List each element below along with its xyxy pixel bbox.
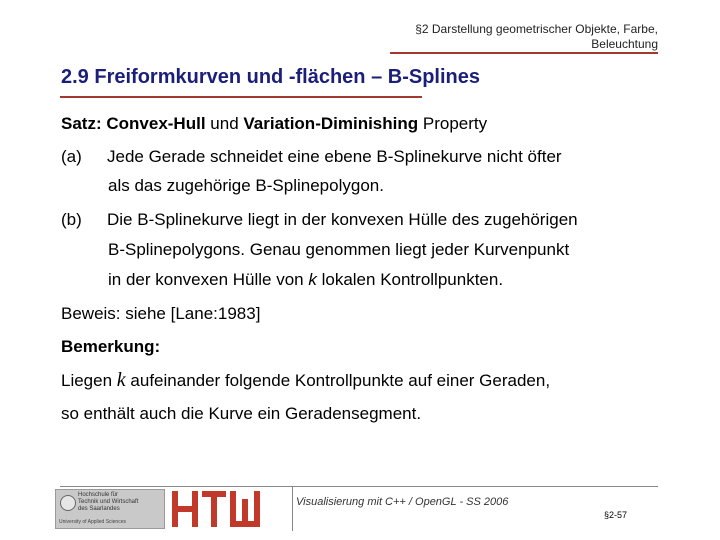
htw-logo-icon — [170, 489, 266, 529]
theorem-line — [61, 114, 487, 134]
remark-line1-pre: Liegen — [61, 371, 113, 390]
remark-line1-k: k — [116, 369, 126, 391]
page-number: §2-57 — [604, 510, 628, 520]
theorem-und: und — [210, 114, 239, 133]
logo-sub: University of Applied Sciences — [59, 519, 126, 525]
chapter-header-line2: Beleuchtung — [591, 37, 658, 51]
title-divider — [60, 96, 422, 98]
university-logo — [55, 489, 165, 529]
footer-vertical-divider — [292, 487, 293, 531]
item-b-line3 — [108, 270, 503, 290]
chapter-header — [358, 22, 658, 52]
slide-title: 2.9 Freiformkurven und -flächen – B-Splines — [61, 66, 480, 88]
item-b-line3-post: lokalen Kontrollpunkten. — [321, 270, 504, 289]
item-b-line1: Die B-Splinekurve liegt in der konvexen Hülle des zugehörigen — [107, 210, 578, 229]
item-b-line3-k: k — [308, 270, 317, 289]
logo-line2: Technik und Wirtschaft — [78, 499, 139, 505]
theorem-variation: Variation-Diminishing — [243, 114, 419, 133]
item-b-line2: B-Splinepolygons. Genau genommen liegt jeder Kurvenpunkt — [108, 240, 570, 259]
item-b-label: (b) — [61, 210, 82, 229]
proof-line: Beweis: siehe [Lane:1983] — [61, 304, 261, 323]
theorem-property: Property — [422, 114, 488, 133]
remark-line2: so enthält auch die Kurve ein Geradensegment. — [61, 404, 422, 423]
footer-divider — [60, 486, 658, 487]
seal-icon — [60, 495, 76, 511]
item-a-label: (a) — [61, 147, 82, 166]
remark-line1 — [61, 370, 550, 391]
header-divider — [390, 52, 658, 54]
course-title: Visualisierung mit C++ / OpenGL - SS 2006 — [296, 496, 509, 508]
item-b-line3-pre: in der konvexen Hülle von — [108, 270, 304, 289]
item-a-line1: Jede Gerade schneidet eine ebene B-Splinekurve nicht öfter — [107, 147, 562, 166]
chapter-header-line1: §2 Darstellung geometrischer Objekte, Farbe, — [415, 22, 658, 36]
theorem-convex-hull: Convex-Hull — [106, 114, 206, 133]
remark-heading: Bemerkung: — [61, 337, 161, 356]
logo-line1: Hochschule für — [78, 492, 119, 498]
theorem-satz: Satz: — [61, 114, 102, 133]
remark-line1-post: aufeinander folgende Kontrollpunkte auf einer Geraden, — [130, 371, 551, 390]
logo-line3: des Saarlandes — [78, 506, 120, 512]
item-a-line2: als das zugehörige B-Splinepolygon. — [108, 176, 384, 195]
